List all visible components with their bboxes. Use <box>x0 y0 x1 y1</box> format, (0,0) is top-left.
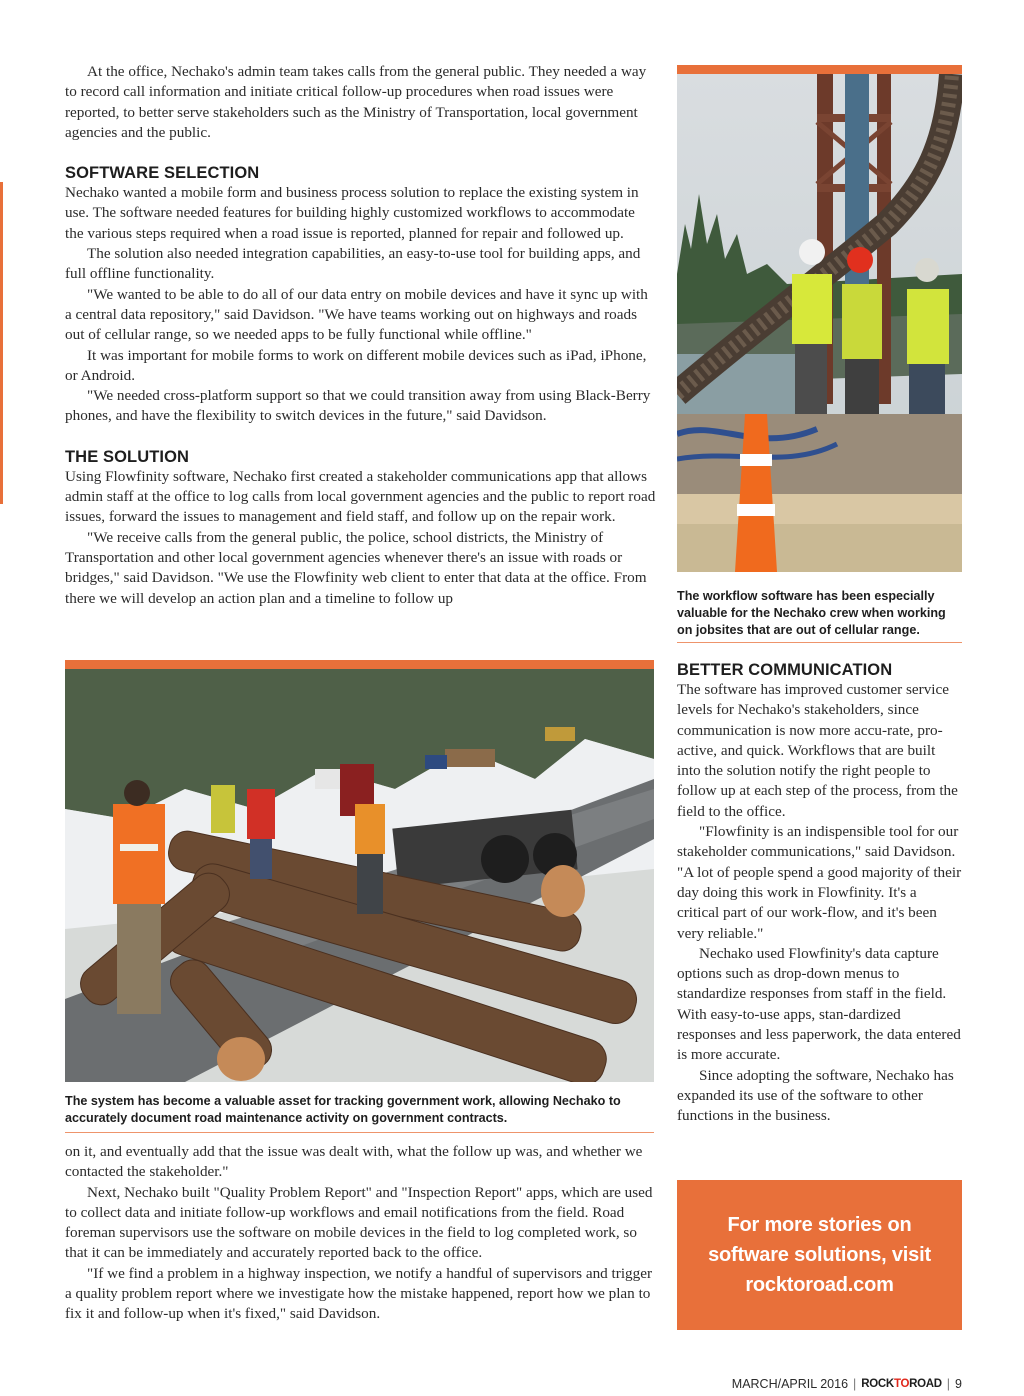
heading-better-communication: BETTER COMMUNICATION <box>677 661 893 679</box>
promo-text[interactable]: For more stories on software solutions, visit rocktoroad.com <box>708 1214 931 1296</box>
heading-the-solution: THE SOLUTION <box>65 447 190 466</box>
page-footer <box>732 1377 962 1391</box>
paragraph: "Flowfinity is an indispensible tool for our stakeholder communications," said Davidson. "A lot of people spend a good majority of their day doing this work in Flowfinity. It's a critical part of our work-flow, and it's been very reliable." <box>677 823 962 942</box>
paragraph: "We wanted to be able to do all of our data entry on mobile devices and have it sync up with a central data repository," said Davidson. "We have teams working out on highways and roads out of cellular range, so we needed apps to be fully functional while offline." <box>65 285 648 344</box>
paragraph: "We receive calls from the general public, the police, school districts, the Ministry of Transportation and other local government agencies whenever there's an issue with roads or bridges," said Davidson. "We use the Flowfinity web client to enter that data at the office. From there we will develop an action plan and a timeline to follow up <box>65 528 647 607</box>
magazine-logo: ROCKTOROAD <box>861 1378 942 1390</box>
footer-separator: | <box>946 1377 951 1391</box>
paragraph: on it, and eventually add that the issue was dealt with, what the follow up was, and whether we contacted the stakeholder." <box>65 1143 643 1181</box>
intro-paragraph: At the office, Nechako's admin team takes calls from the general public. They needed a way to record call information and initiate critical follow-up procedures when road issues were reported, to better serve stakeholders such as the Ministry of Transportation, local government agencies and the public. <box>65 63 647 141</box>
page-edge-mark <box>0 182 3 504</box>
caption-top-rule <box>677 642 962 643</box>
paragraph: Since adopting the software, Nechako has expanded its use of the software to other functions in the business. <box>677 1066 954 1125</box>
paragraph: The solution also needed integration capabilities, an easy-to-use tool for building apps, and full offline functionality. <box>65 245 641 283</box>
photo-bottom-rule <box>65 660 654 669</box>
caption-bottom-rule <box>65 1132 654 1133</box>
promo-box[interactable] <box>677 1180 962 1330</box>
paragraph: "We needed cross-platform support so that we could transition away from using Black-Berry phones, and have the flexibility to switch devices in the future," said Davidson. <box>65 387 651 425</box>
article-left-top <box>65 62 657 609</box>
paragraph: Nechako used Flowfinity's data capture options such as drop-down menus to standardize responses from staff in the field. With easy-to-use apps, stan-dardized responses and less paperwork, the data entered is more accurate. <box>677 944 961 1064</box>
photo-top-rule <box>677 65 962 74</box>
footer-separator: | <box>853 1377 857 1391</box>
caption-top-photo: The workflow software has been especially valuable for the Nechako crew when working on jobsites that are out of cellular range. <box>677 589 946 637</box>
issue-date: MARCH/APRIL 2016 <box>731 1377 849 1391</box>
paragraph: It was important for mobile forms to work on different mobile devices such as iPad, iPhone, or Android. <box>65 346 647 384</box>
photo-drilling-crew <box>677 74 962 572</box>
article-right <box>677 660 962 1127</box>
paragraph: The software has improved customer service levels for Nechako's stakeholders, since communication is now more accu-rate, pro-active, and quick. Workflows that are built into the solution notify the right people to follow up at each step of the process, from the field to the office. <box>677 681 958 820</box>
paragraph: Using Flowfinity software, Nechako first created a stakeholder communications app that allows admin staff at the office to log calls from local government agencies and the public to report road issues, forward the issues to management and field staff, and follow up on the repair work. <box>65 467 656 526</box>
paragraph: "If we find a problem in a highway inspection, we notify a handful of supervisors and trigger a quality problem report where we investigate how the mistake happened, report how we plan to fix it and follow-up when it's fixed," said Davidson. <box>65 1264 653 1323</box>
paragraph: Next, Nechako built "Quality Problem Report" and "Inspection Report" apps, which are used to collect data and initiate follow-up workflows and email notifications from the field. Road foreman supervisors use the software on mobile devices in the field to log completed work, so that it can be immediately and accurately reported back to the office. <box>65 1183 653 1262</box>
photo-log-spill <box>65 669 654 1082</box>
article-left-bottom <box>65 1142 657 1325</box>
paragraph: Nechako wanted a mobile form and business process solution to replace the existing system in use. The software needed features for building highly customized workflows to accommodate the various steps required when a road issue is reported, planned for repair and followed up. <box>65 184 639 242</box>
caption-bottom-photo: The system has become a valuable asset for tracking government work, allowing Nechako to accurately document road maintenance activity on government contracts. <box>65 1094 621 1125</box>
heading-software-selection: SOFTWARE SELECTION <box>65 164 260 183</box>
page-number: 9 <box>955 1377 962 1391</box>
